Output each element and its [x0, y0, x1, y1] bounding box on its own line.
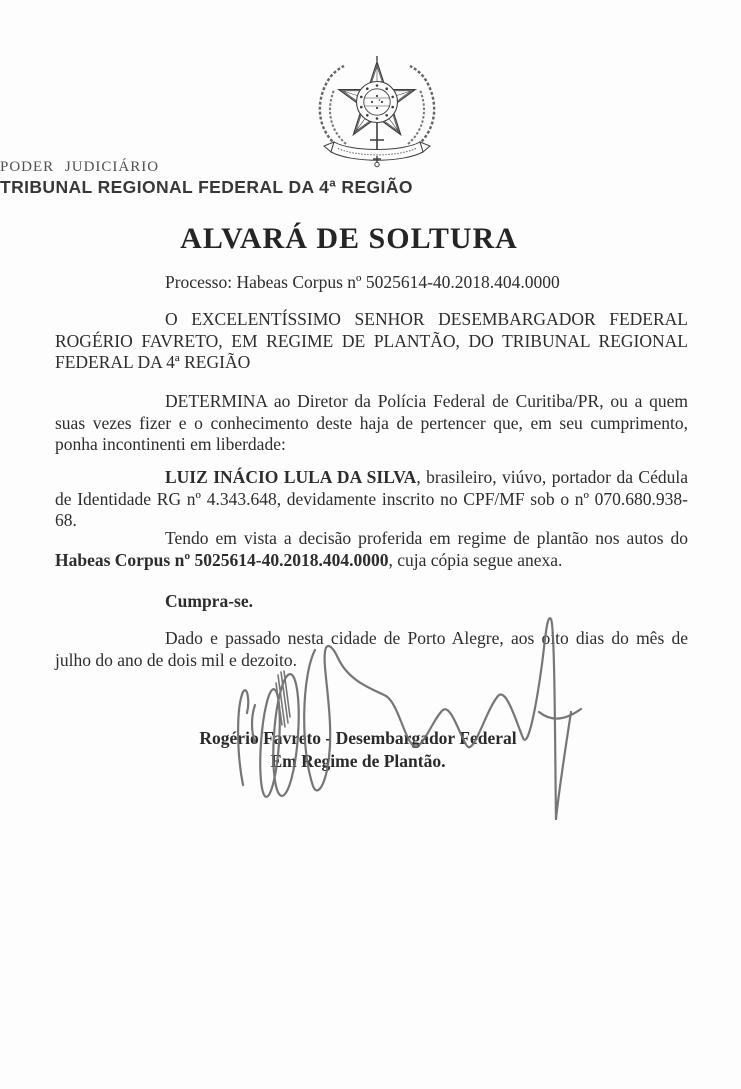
brazil-coat-of-arms-icon	[302, 56, 452, 168]
institution-branch-label: PODER JUDICIÁRIO	[0, 159, 160, 175]
signer-duty-line: Em Regime de Plantão.	[270, 750, 446, 771]
signature-block	[8, 727, 708, 772]
person-details: , brasileiro, viúvo, portador da Cédula de Identidade RG nº 4.343.648, devidamente inscrito no CPF/MF sob o nº 070.680.938-68.	[55, 467, 688, 531]
decision-lead-text: Tendo em vista a decisão proferida em regime de plantão nos autos do	[165, 528, 688, 548]
paragraph-determination: DETERMINA ao Diretor da Polícia Federal de Curitiba/PR, ou a quem suas vezes fizer e o conhecimento deste haja de pertencer que, em seu cumprimento, ponha incontinenti em liberdade:	[55, 391, 688, 455]
paragraph-judge-intro: O EXCELENTÍSSIMO SENHOR DESEMBARGADOR FEDERAL ROGÉRIO FAVRETO, EM REGIME DE PLANTÃO, DO TRIBUNAL REGIONAL FEDERAL DA 4ª REGIÃO	[55, 309, 688, 373]
paragraph-order: Cumpra-se.	[165, 591, 253, 611]
decision-tail-text: , cuja cópia segue anexa.	[388, 549, 563, 570]
person-name: LUIZ INÁCIO LULA DA SILVA	[165, 467, 417, 487]
paragraph-decision-reference	[55, 528, 688, 571]
paragraph-person-identification	[55, 467, 688, 532]
paragraph-date-place: Dado e passado nesta cidade de Porto Alegre, aos oito dias do mês de julho do ano de dois mil e dezoito.	[55, 628, 688, 670]
process-number-line: Processo: Habeas Corpus nº 5025614-40.2018.404.0000	[165, 272, 560, 292]
case-number: Habeas Corpus nº 5025614-40.2018.404.0000	[55, 549, 389, 570]
signer-name-title: Rogério Favreto - Desembargador Federal	[199, 728, 517, 748]
institution-name-label: TRIBUNAL REGIONAL FEDERAL DA 4ª REGIÃO	[0, 177, 413, 197]
document-title: ALVARÁ DE SOLTURA	[180, 222, 518, 255]
